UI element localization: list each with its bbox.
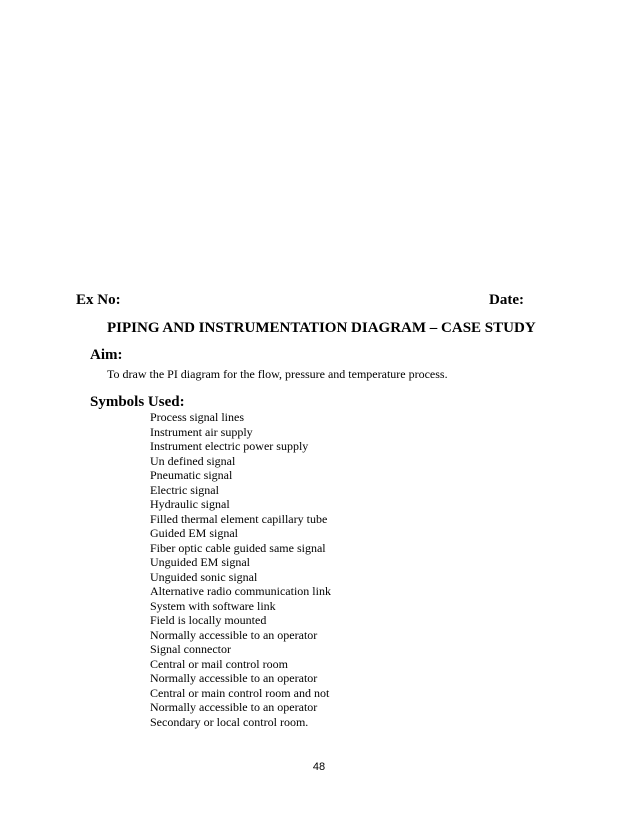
list-item: Instrument air supply <box>150 424 253 439</box>
list-item: Un defined signal <box>150 453 236 468</box>
list-item: Normally accessible to an operator <box>150 700 318 714</box>
list-item: System with software link <box>150 598 276 613</box>
list-item: Fiber optic cable guided same signal <box>150 540 326 555</box>
page-title: PIPING AND INSTRUMENTATION DIAGRAM – CASE STUDY <box>107 320 536 336</box>
symbols-heading: Symbols Used: <box>90 394 185 410</box>
list-item: Hydraulic signal <box>150 497 230 511</box>
list-item: Unguided EM signal <box>150 555 250 569</box>
list-item: Process signal lines <box>150 410 244 424</box>
list-item: Normally accessible to an operator <box>150 671 318 685</box>
list-item: Signal connector <box>150 642 231 656</box>
list-item: Electric signal <box>150 482 219 497</box>
list-item: Normally accessible to an operator <box>150 627 318 642</box>
list-item: Alternative radio communication link <box>150 584 331 598</box>
date-label: Date: <box>489 292 524 308</box>
list-item: Central or mail control room <box>150 656 288 671</box>
list-item: Unguided sonic signal <box>150 569 258 584</box>
list-item: Pneumatic signal <box>150 468 233 482</box>
list-item: Central or main control room and not <box>150 685 330 700</box>
list-item: Guided EM signal <box>150 526 238 540</box>
symbol-list <box>150 410 331 729</box>
aim-text: To draw the PI diagram for the flow, pressure and temperature process. <box>107 367 448 381</box>
aim-heading: Aim: <box>90 347 123 363</box>
list-item: Instrument electric power supply <box>150 439 309 453</box>
list-item: Filled thermal element capillary tube <box>150 511 328 526</box>
ex-no-label: Ex No: <box>76 292 121 308</box>
page-number: 48 <box>312 761 326 773</box>
list-item: Secondary or local control room. <box>150 714 309 729</box>
list-item: Field is locally mounted <box>150 613 267 627</box>
